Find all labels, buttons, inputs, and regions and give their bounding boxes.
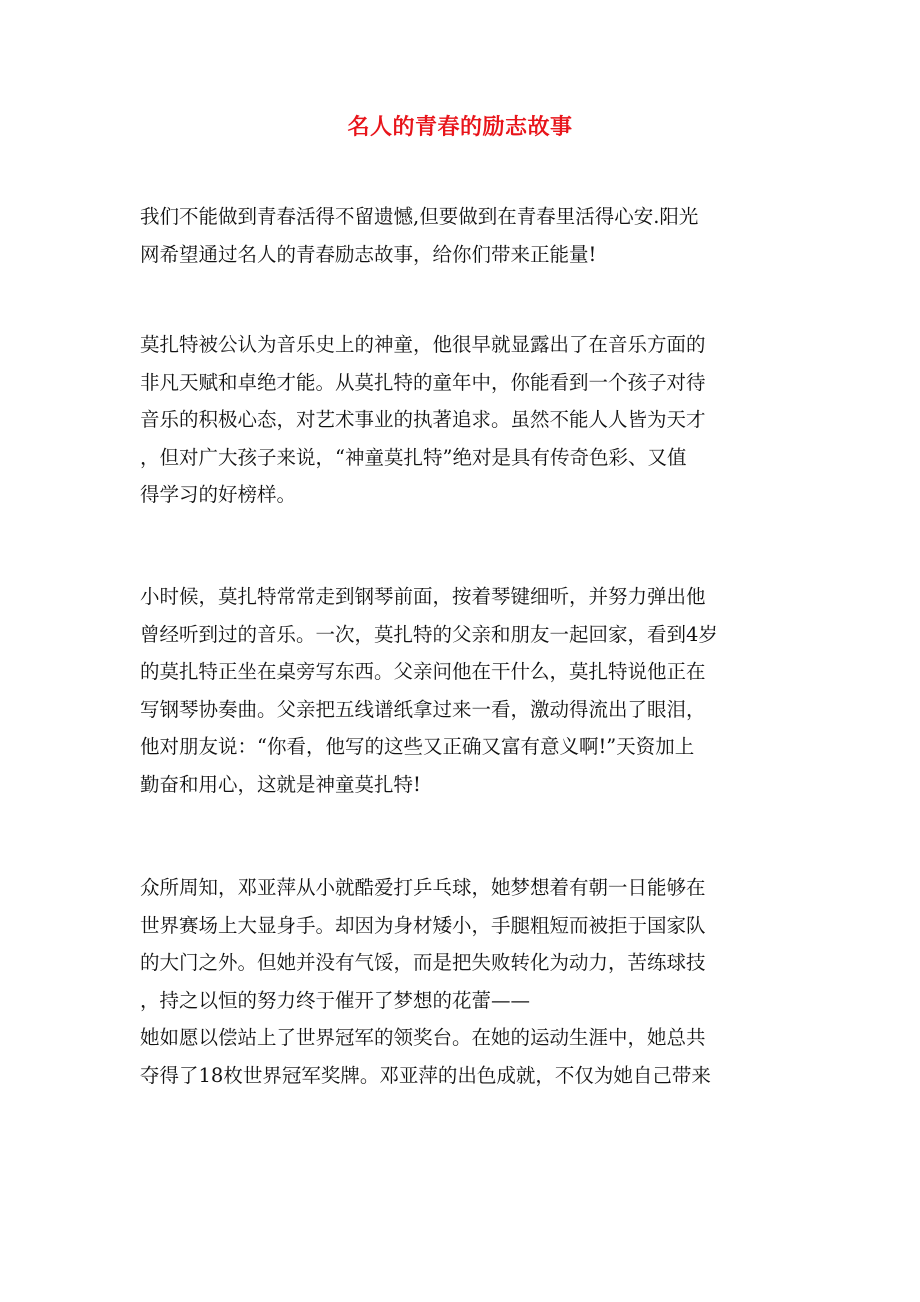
- text-line: 的大门之外。但她并没有气馁，而是把失败转化为动力，苦练球技: [140, 951, 706, 974]
- text-line: 莫扎特被公认为音乐史上的神童，他很早就显露出了在音乐方面的: [140, 333, 706, 356]
- text-line: 我们不能做到青春活得不留遗憾,但要做到在青春里活得心安.阳光: [140, 205, 699, 228]
- text-line: 网希望通过名人的青春励志故事，给你们带来正能量!: [140, 242, 597, 266]
- text-line: 她如愿以偿站上了世界冠军的领奖台。在她的运动生涯中，她总共: [140, 1026, 706, 1049]
- paragraph-mozart-childhood: [140, 578, 785, 803]
- paragraph-mozart-intro: [140, 326, 785, 514]
- text-line: 写钢琴协奏曲。父亲把五线谱纸拿过来一看，激动得流出了眼泪，: [140, 697, 706, 721]
- text-line: 夺得了18枚世界冠军奖牌。邓亚萍的出色成就，不仅为她自己带来: [140, 1063, 711, 1087]
- text-line: 勤奋和用心，这就是神童莫扎特!: [140, 772, 421, 796]
- text-line: 众所周知，邓亚萍从小就酷爱打乒乓球，她梦想着有朝一日能够在: [140, 876, 706, 899]
- text-line: 的莫扎特正坐在桌旁写东西。父亲问他在干什么，莫扎特说他正在: [140, 660, 706, 683]
- text-line: 他对朋友说：“你看，他写的这些又正确又富有意义啊!”天资加上: [140, 735, 695, 758]
- page-title: 名人的青春的励志故事: [347, 114, 573, 140]
- paragraph-deng-yaping: [140, 869, 785, 1094]
- text-line: ，但对广大孩子来说，“神童莫扎特”绝对是具有传奇色彩、又值: [140, 445, 687, 469]
- text-line: 曾经听到过的音乐。一次，莫扎特的父亲和朋友一起回家，看到4岁: [140, 622, 718, 646]
- text-line: 小时候，莫扎特常常走到钢琴前面，按着琴键细听，并努力弹出他: [140, 585, 706, 608]
- text-line: ，持之以恒的努力终于催开了梦想的花蕾——: [140, 988, 531, 1012]
- text-line: 得学习的好榜样。: [140, 483, 297, 506]
- text-line: 非凡天赋和卓绝才能。从莫扎特的童年中，你能看到一个孩子对待: [140, 370, 706, 394]
- text-line: 音乐的积极心态，对艺术事业的执著追求。虽然不能人人皆为天才: [140, 408, 706, 431]
- text-line: 世界赛场上大显身手。却因为身材矮小，手腿粗短而被拒于国家队: [140, 913, 706, 937]
- paragraph-intro: [140, 198, 785, 273]
